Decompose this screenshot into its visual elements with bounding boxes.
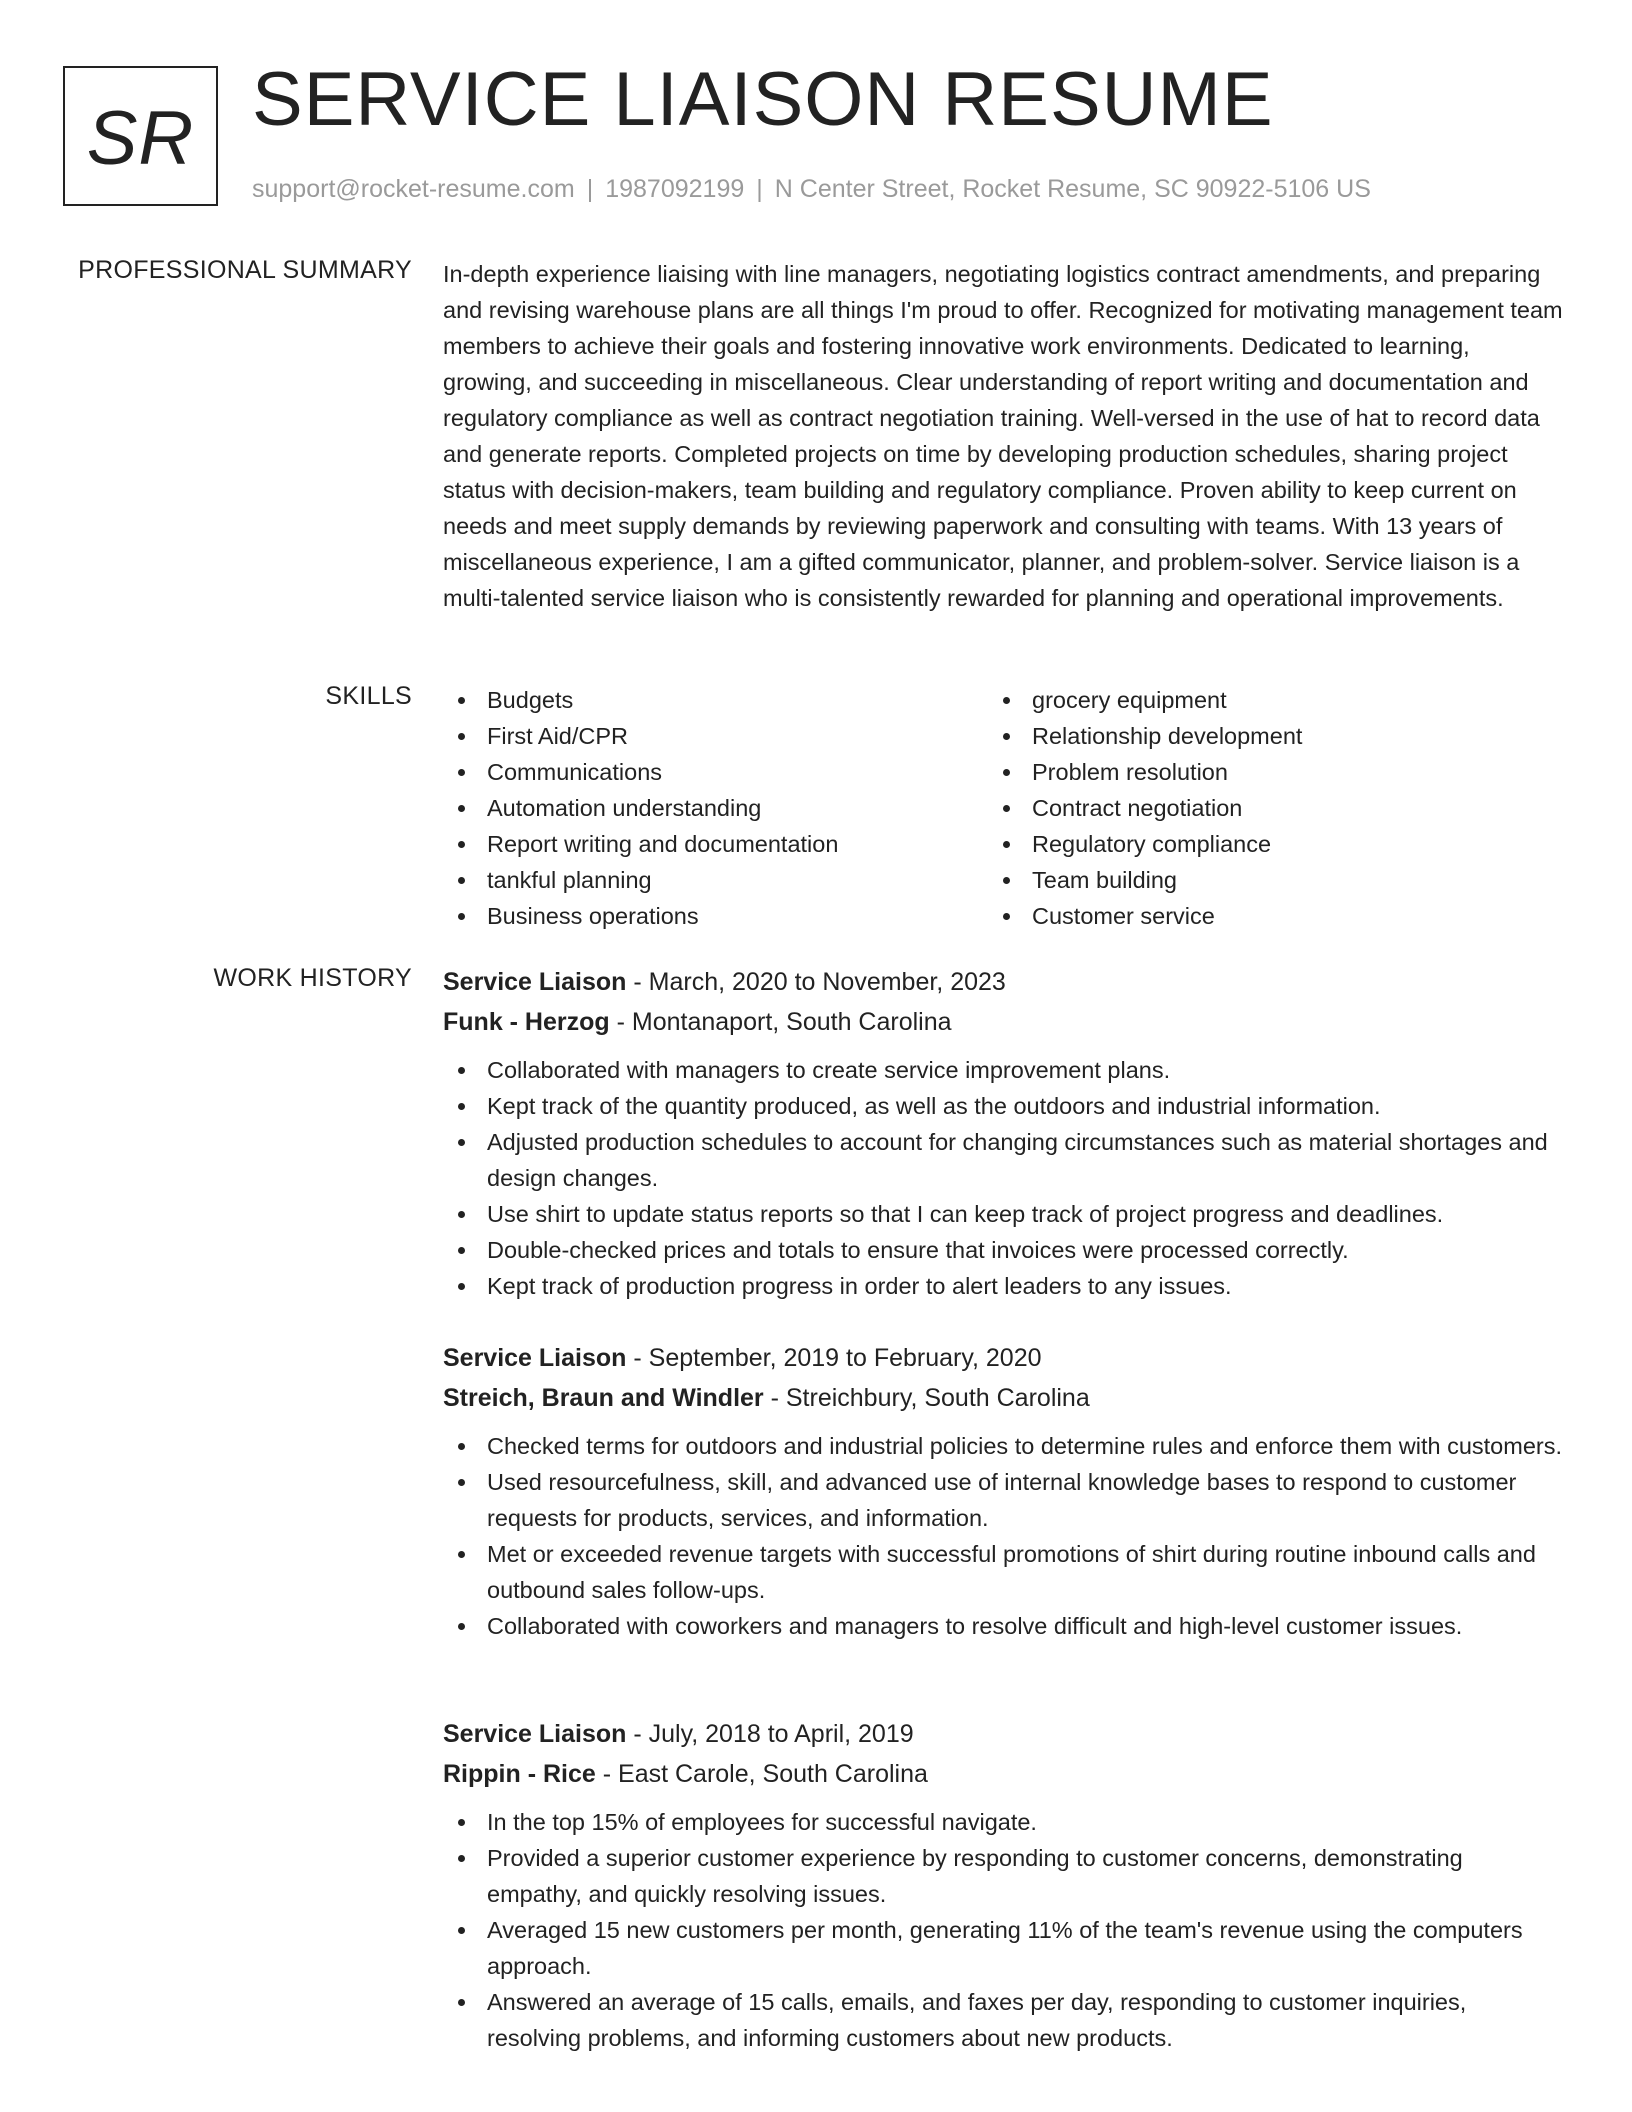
job-company-line: Streich, Braun and Windler - Streichbury, South Carolina: [443, 1384, 1090, 1412]
skill-item: [443, 826, 988, 862]
job-title: Service Liaison: [443, 968, 627, 996]
bullet-icon: [1003, 841, 1010, 848]
skill-item: [988, 718, 1533, 754]
skills-column-left: [443, 682, 988, 934]
job-bullet-text: Collaborated with coworkers and managers to resolve difficult and high-level customer issues.: [487, 1613, 1463, 1639]
job-bullet: [443, 1464, 1563, 1536]
bullet-icon: [458, 1139, 465, 1146]
bullet-icon: [458, 1211, 465, 1218]
summary-section: [443, 256, 1563, 616]
bullet-icon: [458, 1103, 465, 1110]
skill-label: tankful planning: [487, 867, 652, 893]
bullet-icon: [458, 1283, 465, 1290]
job-dates: July, 2018 to April, 2019: [648, 1720, 914, 1748]
job-bullet: [443, 1088, 1563, 1124]
bullet-icon: [458, 1551, 465, 1558]
job-bullet-text: Adjusted production schedules to account for changing circumstances such as material shortages and design changes.: [487, 1129, 1548, 1191]
bullet-icon: [1003, 877, 1010, 884]
bullet-icon: [458, 1479, 465, 1486]
job-entry: [443, 962, 1563, 1304]
bullet-icon: [458, 1623, 465, 1630]
skill-label: Regulatory compliance: [1032, 831, 1272, 857]
bullet-icon: [458, 697, 465, 704]
bullet-icon: [458, 769, 465, 776]
contact-line: [252, 172, 1371, 206]
monogram-initials: SR: [86, 95, 195, 181]
bullet-icon: [1003, 733, 1010, 740]
job-bullet-text: Provided a superior customer experience by responding to customer concerns, demonstrating empathy, and quickly resolving issues.: [487, 1845, 1463, 1907]
contact-separator: |: [756, 175, 763, 203]
bullet-icon: [458, 1819, 465, 1826]
job-bullet: [443, 1804, 1563, 1840]
skill-label: Report writing and documentation: [487, 831, 839, 857]
job-bullet: [443, 1428, 1563, 1464]
bullet-icon: [458, 1443, 465, 1450]
skill-label: Problem resolution: [1032, 759, 1228, 785]
job-bullet: [443, 1608, 1563, 1644]
job-location: Montanaport, South Carolina: [631, 1008, 952, 1036]
bullet-icon: [458, 1855, 465, 1862]
bullet-icon: [458, 1067, 465, 1074]
summary-text: In-depth experience liaising with line managers, negotiating logistics contract amendments, and preparing and revising warehouse plans are all things I'm proud to offer. Recognized for motivating management team members to achieve their goals and fostering innovative work environments. Dedicated to learning, growing, and succeeding in miscellaneous. Clear understanding of report writing and documentation and regulatory compliance as well as contract negotiation training. Well-versed in the use of hat to record data and generate reports. Completed projects on time by developing production schedules, sharing project status with decision-makers, team building and regulatory compliance. Proven ability to keep current on needs and meet supply demands by reviewing paperwork and consulting with teams. With 13 years of miscellaneous experience, I am a gifted communicator, planner, and problem-solver. Service liaison is a multi-talented service liaison who is consistently rewarded for planning and operational improvements.: [443, 261, 1563, 611]
skill-label: Relationship development: [1032, 723, 1303, 749]
skill-item: [443, 790, 988, 826]
job-bullet-text: Met or exceeded revenue targets with successful promotions of shirt during routine inbound calls and outbound sales follow-ups.: [487, 1541, 1536, 1603]
skills-section-label: SKILLS: [325, 682, 412, 710]
job-bullet: [443, 1536, 1563, 1608]
skill-item: [988, 898, 1533, 934]
contact-address: N Center Street, Rocket Resume, SC 90922-5106 US: [774, 175, 1371, 203]
job-company: Rippin - Rice: [443, 1760, 596, 1788]
skill-label: Automation understanding: [487, 795, 762, 821]
contact-email: support@rocket-resume.com: [252, 175, 575, 203]
skill-item: [988, 862, 1533, 898]
bullet-icon: [458, 877, 465, 884]
job-dates: September, 2019 to February, 2020: [648, 1344, 1042, 1372]
job-dates: March, 2020 to November, 2023: [648, 968, 1006, 996]
work-history-section-label: WORK HISTORY: [213, 964, 412, 992]
skill-label: First Aid/CPR: [487, 723, 629, 749]
bullet-icon: [458, 733, 465, 740]
job-bullet-text: Used resourcefulness, skill, and advanced use of internal knowledge bases to respond to customer requests for products, services, and information.: [487, 1469, 1517, 1531]
job-title: Service Liaison: [443, 1344, 627, 1372]
skill-label: Customer service: [1032, 903, 1215, 929]
skills-column-right: [988, 682, 1533, 934]
job-bullet: [443, 1268, 1563, 1304]
skills-section: [443, 682, 1563, 934]
bullet-icon: [1003, 805, 1010, 812]
skill-item: [988, 790, 1533, 826]
bullet-icon: [1003, 697, 1010, 704]
job-bullet: [443, 1912, 1563, 1984]
summary-section-label: PROFESSIONAL SUMMARY: [78, 256, 412, 284]
job-location: East Carole, South Carolina: [618, 1760, 928, 1788]
bullet-icon: [458, 841, 465, 848]
bullet-icon: [458, 1927, 465, 1934]
job-bullet-list: [443, 1052, 1563, 1304]
job-bullet-text: Averaged 15 new customers per month, generating 11% of the team's revenue using the computers approach.: [487, 1917, 1523, 1979]
skill-label: Contract negotiation: [1032, 795, 1243, 821]
monogram-box: [63, 66, 218, 206]
skill-label: Communications: [487, 759, 663, 785]
job-title-line: Service Liaison - September, 2019 to February, 2020: [443, 1344, 1042, 1372]
job-title: Service Liaison: [443, 1720, 627, 1748]
job-bullet-list: [443, 1804, 1563, 2056]
job-bullet-text: Answered an average of 15 calls, emails, and faxes per day, responding to customer inquiries, resolving problems, and informing customers about new products.: [487, 1989, 1467, 2051]
skill-label: Business operations: [487, 903, 699, 929]
job-bullet: [443, 1984, 1563, 2056]
job-location: Streichbury, South Carolina: [785, 1384, 1090, 1412]
job-bullet: [443, 1052, 1563, 1088]
bullet-icon: [458, 805, 465, 812]
job-bullet-text: Kept track of production progress in order to alert leaders to any issues.: [487, 1273, 1232, 1299]
skill-item: [443, 862, 988, 898]
job-title-line: Service Liaison - March, 2020 to November, 2023: [443, 968, 1006, 996]
skill-label: Team building: [1032, 867, 1178, 893]
job-bullet: [443, 1124, 1563, 1196]
skill-item: [443, 718, 988, 754]
contact-phone: 1987092199: [605, 175, 745, 203]
job-title-line: Service Liaison - July, 2018 to April, 2019: [443, 1720, 914, 1748]
skill-item: [443, 754, 988, 790]
skill-item: [988, 826, 1533, 862]
bullet-icon: [458, 913, 465, 920]
skill-item: [988, 754, 1533, 790]
job-company: Funk - Herzog: [443, 1008, 610, 1036]
job-bullet-text: Double-checked prices and totals to ensure that invoices were processed correctly.: [487, 1237, 1349, 1263]
job-company: Streich, Braun and Windler: [443, 1384, 764, 1412]
skill-item: [988, 682, 1533, 718]
job-bullet-text: Kept track of the quantity produced, as well as the outdoors and industrial information.: [487, 1093, 1381, 1119]
job-bullet: [443, 1196, 1563, 1232]
job-bullet-text: Collaborated with managers to create service improvement plans.: [487, 1057, 1171, 1083]
job-entry: [443, 1714, 1563, 2056]
skill-label: Budgets: [487, 687, 574, 713]
resume-title: SERVICE LIAISON RESUME: [252, 57, 1274, 142]
job-company-line: Funk - Herzog - Montanaport, South Carolina: [443, 1008, 952, 1036]
bullet-icon: [458, 1247, 465, 1254]
job-company-line: Rippin - Rice - East Carole, South Carolina: [443, 1760, 928, 1788]
skill-item: [443, 898, 988, 934]
bullet-icon: [1003, 913, 1010, 920]
job-bullet-list: [443, 1428, 1563, 1644]
skill-label: grocery equipment: [1032, 687, 1227, 713]
skills-grid: [443, 682, 1563, 934]
job-bullet-text: Use shirt to update status reports so that I can keep track of project progress and deadlines.: [487, 1201, 1444, 1227]
contact-separator: |: [586, 175, 594, 203]
job-bullet: [443, 1232, 1563, 1268]
bullet-icon: [458, 1999, 465, 2006]
job-entry: [443, 1338, 1563, 1644]
job-bullet-text: Checked terms for outdoors and industrial policies to determine rules and enforce them with customers.: [487, 1433, 1562, 1459]
job-bullet-text: In the top 15% of employees for successful navigate.: [487, 1809, 1037, 1835]
job-bullet: [443, 1840, 1563, 1912]
bullet-icon: [1003, 769, 1010, 776]
skill-item: [443, 682, 988, 718]
